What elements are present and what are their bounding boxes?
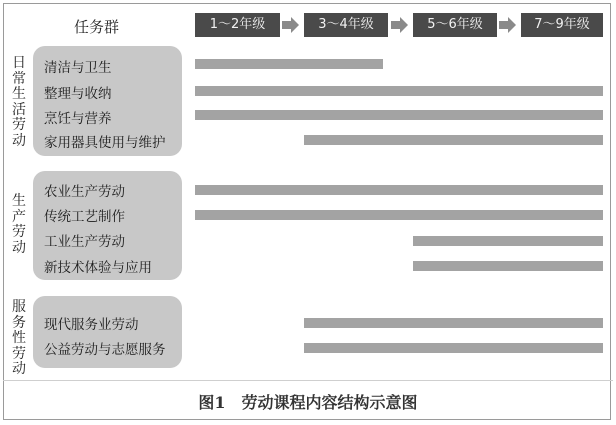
- grade-span-bar: [304, 343, 603, 353]
- grade-span-bar: [413, 261, 603, 271]
- task-label: 新技术体验与应用: [44, 260, 152, 276]
- grade-span-bar: [195, 185, 603, 195]
- right-arrow-icon: [391, 16, 409, 34]
- grade-band-3: 5～6年级: [413, 13, 497, 37]
- grade-span-bar: [195, 110, 603, 120]
- grade-span-bar: [195, 86, 603, 96]
- task-label: 传统工艺制作: [44, 209, 125, 225]
- task-label: 烹饪与营养: [44, 111, 112, 127]
- group-label-service-labor: 服务性劳动: [12, 299, 26, 378]
- task-label: 清洁与卫生: [44, 60, 112, 76]
- grade-span-bar: [304, 135, 603, 145]
- grade-band-2: 3～4年级: [304, 13, 388, 37]
- caption-divider: [3, 380, 613, 381]
- task-group-header: 任务群: [74, 18, 120, 36]
- grade-span-bar: [195, 210, 603, 220]
- figure-caption: 图1 劳动课程内容结构示意图: [198, 393, 418, 412]
- group-label-production-labor: 生产劳动: [12, 193, 26, 256]
- grade-band-1: 1～2年级: [195, 13, 280, 37]
- grade-span-bar: [413, 236, 603, 246]
- task-label: 整理与收纳: [44, 86, 112, 102]
- task-label: 工业生产劳动: [44, 234, 125, 250]
- grade-span-bar: [195, 59, 383, 69]
- right-arrow-icon: [282, 16, 300, 34]
- grade-band-4: 7～9年级: [521, 13, 603, 37]
- right-arrow-icon: [499, 16, 517, 34]
- task-label: 农业生产劳动: [44, 184, 125, 200]
- task-label: 现代服务业劳动: [44, 317, 139, 333]
- task-label: 公益劳动与志愿服务: [44, 342, 166, 358]
- grade-span-bar: [304, 318, 603, 328]
- group-label-daily-life-labor: 日常生活劳动: [12, 55, 26, 149]
- task-label: 家用器具使用与维护: [44, 135, 166, 151]
